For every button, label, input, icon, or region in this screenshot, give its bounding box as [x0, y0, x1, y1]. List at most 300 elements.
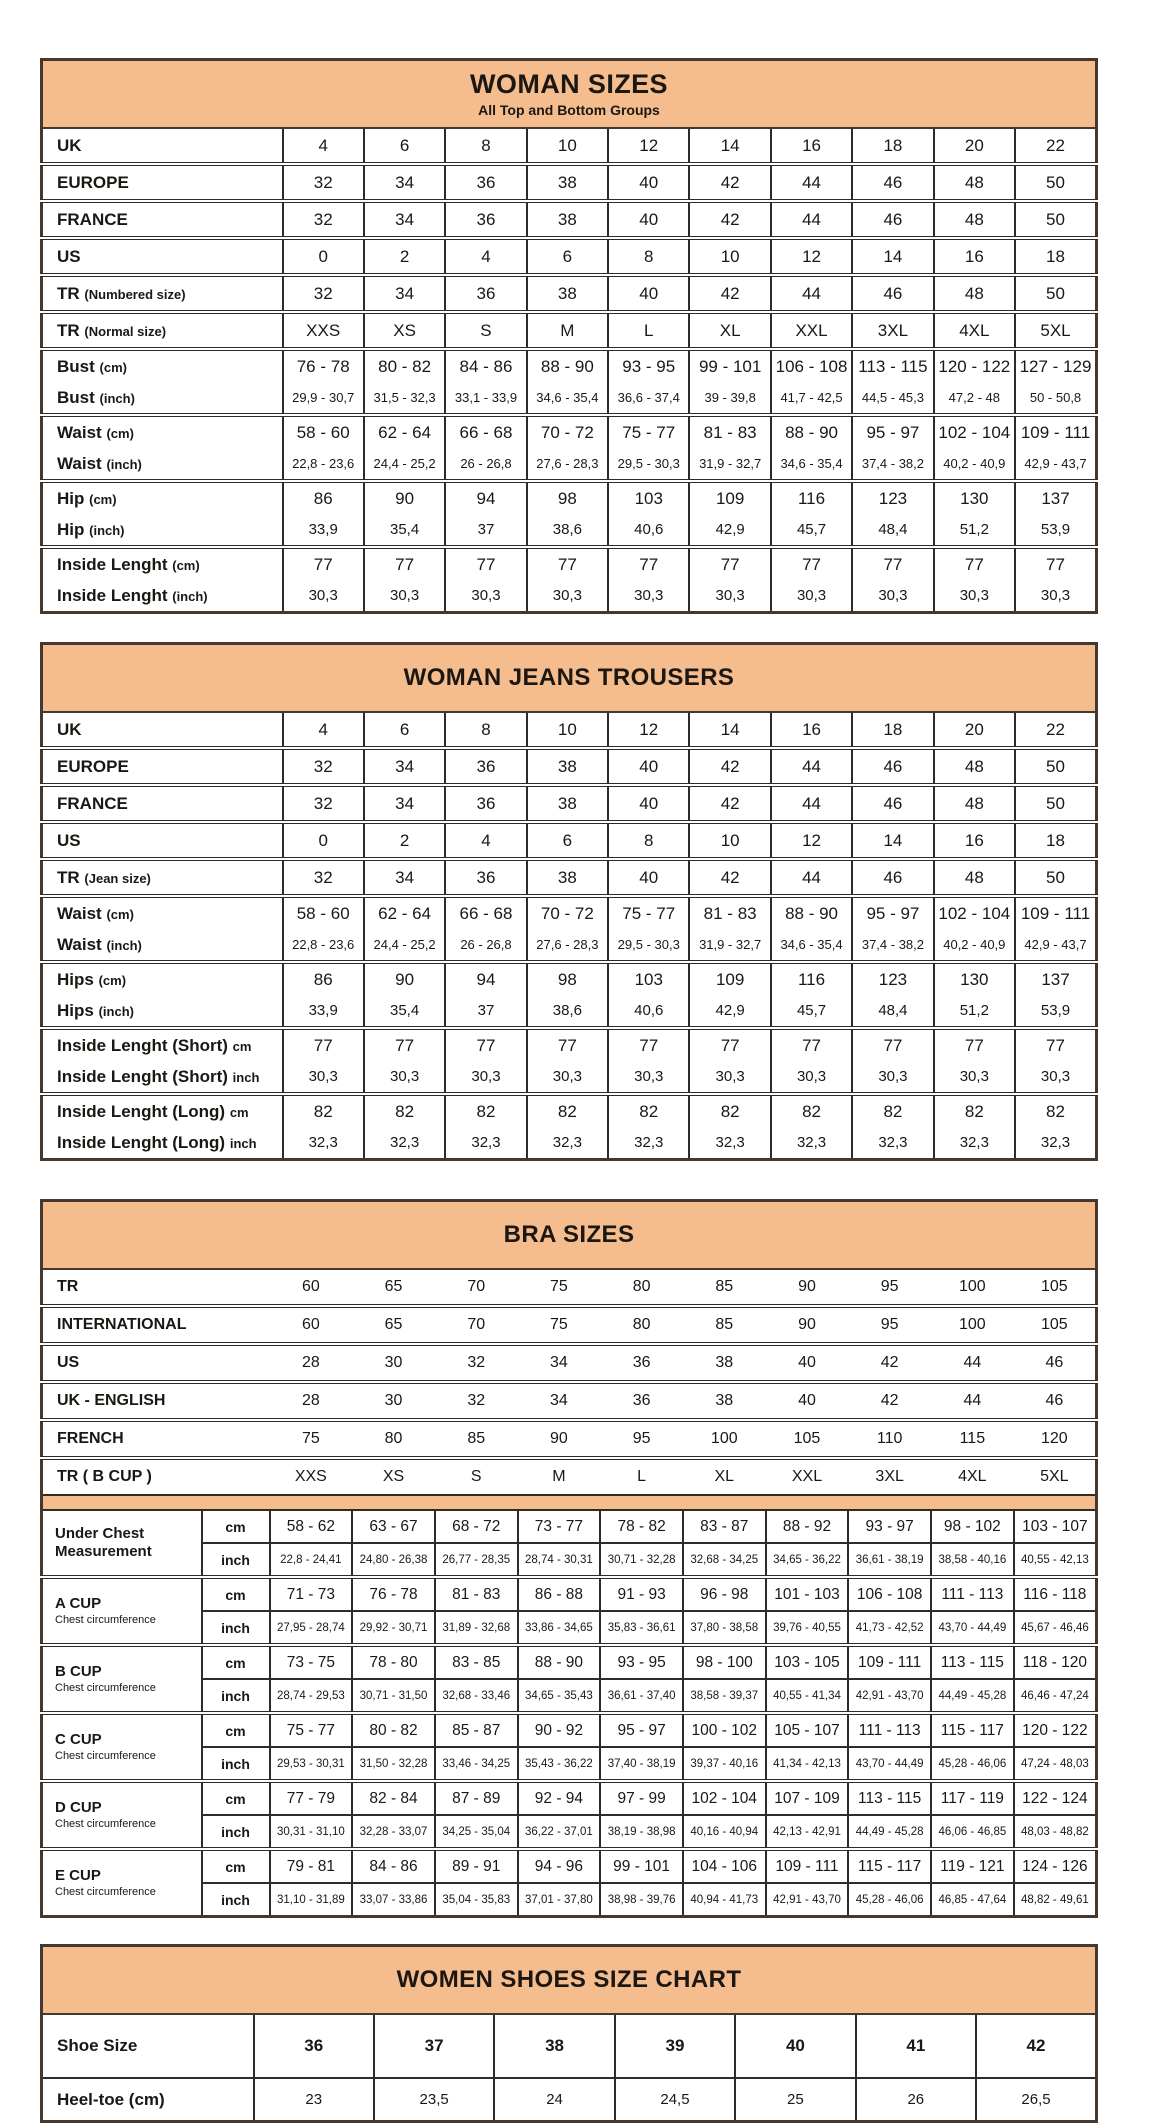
size-cell: 60: [270, 1306, 353, 1344]
size-cell: 77: [689, 1028, 770, 1061]
size-cell: 28,74 - 29,53: [270, 1679, 353, 1713]
size-cell: 53,9: [1015, 995, 1096, 1028]
size-cell: 81 - 83: [689, 415, 770, 448]
size-cell: 93 - 97: [848, 1510, 931, 1543]
size-cell: 75 - 77: [608, 896, 689, 929]
size-cell: 99 - 101: [600, 1849, 683, 1883]
cup-group-name: B CUP: [55, 1662, 102, 1680]
table-row: [42, 1458, 1097, 1495]
size-cell: 14: [852, 238, 933, 275]
size-cell: 116: [771, 481, 852, 514]
size-cell: 100: [931, 1306, 1014, 1344]
size-cell: 28,74 - 30,31: [518, 1543, 601, 1577]
size-cell: 24,5: [615, 2078, 735, 2122]
size-cell: 34: [518, 1344, 601, 1382]
table-header: [42, 1201, 1097, 1270]
row-label: [42, 238, 283, 275]
unit-label-cm: cm: [202, 1849, 270, 1883]
size-cell: 37,80 - 38,58: [683, 1611, 766, 1645]
table-row: [42, 2014, 1097, 2078]
size-cell: 40,6: [608, 514, 689, 547]
size-cell: 77: [364, 1028, 445, 1061]
row-label-note: (inch): [172, 588, 208, 604]
size-cell: 28: [270, 1382, 353, 1420]
cup-group-sublabel: Chest circumference: [55, 1749, 156, 1762]
size-cell: 32,3: [608, 1127, 689, 1160]
size-cell: 90 - 92: [518, 1713, 601, 1747]
size-cell: 42,91 - 43,70: [766, 1883, 849, 1917]
size-cell: 30,3: [608, 580, 689, 613]
table-header: [42, 644, 1097, 713]
size-cell: 31,10 - 31,89: [270, 1883, 353, 1917]
size-cell: 24: [494, 2078, 614, 2122]
size-cell: 6: [364, 712, 445, 748]
size-cell: 109 - 111: [1015, 415, 1096, 448]
row-label-note: (Normal size): [84, 323, 167, 339]
size-cell: 4XL: [934, 312, 1015, 349]
size-cell: 8: [608, 822, 689, 859]
size-cell: XL: [689, 312, 770, 349]
size-cell: 36: [445, 785, 526, 822]
size-cell: 38: [527, 859, 608, 896]
size-cell: 4: [445, 822, 526, 859]
size-cell: 50: [1015, 748, 1096, 785]
row-label-note: cm: [229, 1104, 249, 1120]
size-cell: XS: [364, 312, 445, 349]
size-cell: 32,3: [1015, 1127, 1096, 1160]
size-cell: 34: [364, 201, 445, 238]
size-cell: 34: [364, 859, 445, 896]
table-row: [42, 448, 1097, 481]
size-cell: 65: [384, 1278, 403, 1295]
size-cell: 32: [283, 748, 364, 785]
table-row: [42, 929, 1097, 962]
row-label-main: UK: [57, 719, 82, 739]
size-cell: 66 - 68: [445, 415, 526, 448]
size-cell: 77: [283, 547, 364, 580]
row-label-note: (inch): [106, 456, 142, 472]
size-cell: 30,3: [852, 580, 933, 613]
size-cell: 41: [856, 2014, 976, 2078]
row-label: [42, 785, 283, 822]
table-row: [42, 785, 1097, 822]
size-cell: 82: [364, 1094, 445, 1127]
row-label-main: Waist: [57, 422, 102, 442]
size-cell: 38: [527, 164, 608, 201]
size-cell: 120: [1014, 1420, 1097, 1458]
size-cell: 40,55 - 42,13: [1014, 1543, 1097, 1577]
row-label: [42, 1061, 283, 1094]
size-cell: 36: [445, 201, 526, 238]
row-label-main: UK: [57, 135, 82, 155]
table-row: [42, 712, 1097, 748]
table-row: [42, 748, 1097, 785]
size-cell: 46: [852, 275, 933, 312]
row-label: [42, 896, 283, 929]
row-label-note: (inch): [99, 390, 135, 406]
table-row: [42, 1028, 1097, 1061]
size-cell: 77: [608, 547, 689, 580]
cup-group-name: A CUP: [55, 1594, 102, 1612]
size-cell: 32: [283, 201, 364, 238]
row-label: [42, 748, 283, 785]
size-cell: 94: [445, 481, 526, 514]
size-cell: 6: [527, 822, 608, 859]
cup-group-sublabel: Chest circumference: [55, 1817, 156, 1830]
size-cell: 70: [467, 1278, 486, 1295]
size-cell: 40: [608, 748, 689, 785]
size-cell: 115: [931, 1420, 1014, 1458]
header-row: [42, 60, 1097, 129]
size-cell: 68 - 72: [435, 1510, 518, 1543]
size-cell: 36: [600, 1344, 683, 1382]
size-cell: 130: [934, 962, 1015, 995]
size-cell: 77: [934, 547, 1015, 580]
size-cell: 113 - 115: [931, 1645, 1014, 1679]
size-table-women-shoes: [40, 1944, 1098, 2123]
table-header: [42, 1946, 1097, 2015]
size-cell: 100: [958, 1278, 986, 1295]
size-cell: 45,28 - 46,06: [931, 1747, 1014, 1781]
size-cell: 82: [283, 1094, 364, 1127]
cup-group-sublabel: Chest circumference: [55, 1613, 156, 1626]
unit-label-inch: inch: [202, 1747, 270, 1781]
size-cell: 45,28 - 46,06: [848, 1883, 931, 1917]
size-cell: 42,9 - 43,7: [1015, 929, 1096, 962]
size-cell: 30: [352, 1382, 435, 1420]
row-label-main: Inside Lenght (Short): [57, 1035, 228, 1055]
size-cell: 70: [435, 1306, 518, 1344]
size-cell: 37: [445, 514, 526, 547]
row-label-note: (cm): [99, 359, 127, 375]
size-cell: 16: [934, 822, 1015, 859]
unit-label-cm: cm: [202, 1713, 270, 1747]
row-label: [42, 128, 283, 164]
size-cell: 38: [527, 201, 608, 238]
size-table-woman-sizes: [40, 58, 1098, 614]
size-cell: 8: [445, 128, 526, 164]
size-cell: 106 - 108: [771, 349, 852, 382]
size-cell: 30,71 - 31,50: [352, 1679, 435, 1713]
size-cell: 50: [1015, 201, 1096, 238]
size-cell: 82: [445, 1094, 526, 1127]
size-cell: 22,8 - 23,6: [283, 929, 364, 962]
table-row: [42, 349, 1097, 382]
size-cell: 37: [374, 2014, 494, 2078]
cup-group-label: [42, 1577, 202, 1645]
size-cell: 111 - 113: [931, 1577, 1014, 1611]
size-cell: 92 - 94: [518, 1781, 601, 1815]
size-table-bra-sizes: [40, 1199, 1098, 1918]
size-cell: 24,4 - 25,2: [364, 448, 445, 481]
size-cell: 23: [254, 2078, 374, 2122]
row-label-main: Inside Lenght (Long): [57, 1132, 226, 1152]
size-cell: 40: [608, 859, 689, 896]
cup-group-label: [42, 1781, 202, 1849]
size-cell: L: [600, 1458, 683, 1495]
size-cell: 88 - 90: [518, 1645, 601, 1679]
size-cell: 101 - 103: [766, 1577, 849, 1611]
table-row: [42, 164, 1097, 201]
table-row: [42, 2078, 1097, 2122]
size-cell: 4: [283, 128, 364, 164]
size-cell: 42: [689, 859, 770, 896]
size-cell: 34,65 - 35,43: [518, 1679, 601, 1713]
size-cell: 77: [445, 547, 526, 580]
size-cell: 122 - 124: [1014, 1781, 1097, 1815]
size-cell: 23,5: [374, 2078, 494, 2122]
size-cell: 33,86 - 34,65: [518, 1611, 601, 1645]
size-cell: 116: [771, 962, 852, 995]
size-cell: 71 - 73: [270, 1577, 353, 1611]
size-cell: 48,82 - 49,61: [1014, 1883, 1097, 1917]
size-cell: 39,76 - 40,55: [766, 1611, 849, 1645]
size-cell: 86: [283, 481, 364, 514]
size-cell: 77: [771, 1028, 852, 1061]
size-cell: 50: [1015, 785, 1096, 822]
size-cell: 36: [254, 2014, 374, 2078]
size-cell: S: [445, 312, 526, 349]
size-cell: 100 - 102: [683, 1713, 766, 1747]
size-cell: 70 - 72: [527, 896, 608, 929]
row-label: [42, 275, 283, 312]
size-cell: 44,49 - 45,28: [931, 1679, 1014, 1713]
size-cell: 90: [364, 481, 445, 514]
table-row: [42, 547, 1097, 580]
size-cell: 83 - 87: [683, 1510, 766, 1543]
size-cell: 89 - 91: [435, 1849, 518, 1883]
table-row: [42, 238, 1097, 275]
unit-label-cm: cm: [202, 1781, 270, 1815]
size-cell: 50: [1015, 859, 1096, 896]
row-label-main: Hip: [57, 519, 85, 539]
cup-group-name: C CUP: [55, 1730, 102, 1748]
size-cell: 42: [976, 2014, 1096, 2078]
size-cell: 18: [1015, 822, 1096, 859]
size-cell: 58 - 60: [283, 415, 364, 448]
size-cell: 36: [445, 164, 526, 201]
size-cell: XL: [683, 1458, 766, 1495]
size-cell: 22,8 - 24,41: [270, 1543, 353, 1577]
row-label: Heel-toe (cm): [42, 2078, 254, 2122]
table-row: [42, 822, 1097, 859]
row-label: [42, 448, 283, 481]
size-cell: 85: [435, 1420, 518, 1458]
size-cell: 26,77 - 28,35: [435, 1543, 518, 1577]
row-label: FRENCH: [42, 1420, 270, 1458]
size-cell: 20: [934, 712, 1015, 748]
size-cell: 40: [766, 1382, 849, 1420]
size-cell: 10: [527, 712, 608, 748]
size-cell: 33,46 - 34,25: [435, 1747, 518, 1781]
size-cell: 82 - 84: [352, 1781, 435, 1815]
table-title: WOMAN JEANS TROUSERS: [403, 664, 735, 692]
size-cell: 118 - 120: [1014, 1645, 1097, 1679]
size-cell: 120 - 122: [1014, 1713, 1097, 1747]
size-cell: 103: [608, 481, 689, 514]
size-cell: 113 - 115: [848, 1781, 931, 1815]
size-cell: 40,2 - 40,9: [934, 448, 1015, 481]
separator-bar-cell: [42, 1495, 1097, 1510]
table-row: [42, 415, 1097, 448]
size-cell: 46,46 - 47,24: [1014, 1679, 1097, 1713]
size-cell: 38: [527, 275, 608, 312]
size-cell: 77: [934, 1028, 1015, 1061]
size-cell: 58 - 60: [283, 896, 364, 929]
size-cell: 48,4: [852, 995, 933, 1028]
size-cell: XXS: [270, 1458, 353, 1495]
size-cell: 40,94 - 41,73: [683, 1883, 766, 1917]
size-cell: 30,3: [1015, 1061, 1096, 1094]
table-title: WOMEN SHOES SIZE CHART: [396, 1966, 742, 1994]
size-cell: 29,92 - 30,71: [352, 1611, 435, 1645]
cup-group-name: Under Chest Measurement: [55, 1525, 152, 1560]
size-cell: 32,68 - 34,25: [683, 1543, 766, 1577]
size-cell: 70 - 72: [527, 415, 608, 448]
size-cell: 50: [1015, 164, 1096, 201]
cup-group-label: [42, 1645, 202, 1713]
size-cell: 32: [435, 1344, 518, 1382]
size-cell: 37,4 - 38,2: [852, 929, 933, 962]
size-cell: 36: [600, 1382, 683, 1420]
size-cell: 8: [608, 238, 689, 275]
table-row: [42, 1344, 1097, 1382]
size-cell: 48: [934, 164, 1015, 201]
size-cell: 26,5: [976, 2078, 1096, 2122]
size-cell: 94 - 96: [518, 1849, 601, 1883]
size-cell: 34,25 - 35,04: [435, 1815, 518, 1849]
size-cell: 85: [683, 1306, 766, 1344]
row-label-note: (inch): [89, 522, 125, 538]
table-row: [42, 514, 1097, 547]
size-cell: 31,89 - 32,68: [435, 1611, 518, 1645]
size-cell: 76 - 78: [283, 349, 364, 382]
size-cell: 16: [771, 712, 852, 748]
size-cell: 100: [683, 1420, 766, 1458]
size-cell: 40: [735, 2014, 855, 2078]
size-cell: 90: [766, 1306, 849, 1344]
row-label: [42, 415, 283, 448]
size-cell: 46: [852, 748, 933, 785]
size-cell: 80: [632, 1278, 651, 1295]
size-cell: 18: [852, 128, 933, 164]
size-cell: 30,3: [689, 580, 770, 613]
size-cell: 30: [352, 1344, 435, 1382]
header-row: [42, 644, 1097, 713]
size-cell: 3XL: [852, 312, 933, 349]
size-cell: 34,65 - 36,22: [766, 1543, 849, 1577]
size-cell: 103: [608, 962, 689, 995]
size-cell: 130: [934, 481, 1015, 514]
table-row: [42, 312, 1097, 349]
size-cell: 36: [445, 748, 526, 785]
size-cell: 77: [689, 547, 770, 580]
size-cell: 30,3: [364, 1061, 445, 1094]
table-header: [42, 60, 1097, 129]
size-cell: 0: [283, 238, 364, 275]
row-label-main: FRANCE: [57, 793, 128, 813]
size-cell: 51,2: [934, 514, 1015, 547]
size-cell: 75: [518, 1306, 601, 1344]
size-cell: 33,07 - 33,86: [352, 1883, 435, 1917]
size-cell: 10: [527, 128, 608, 164]
size-cell: 119 - 121: [931, 1849, 1014, 1883]
row-label: [42, 962, 283, 995]
size-cell: 32,3: [527, 1127, 608, 1160]
size-cell: 41,73 - 42,52: [848, 1611, 931, 1645]
row-label: [42, 164, 283, 201]
header-row: [42, 1946, 1097, 2015]
size-cell: 86: [283, 962, 364, 995]
size-cell: 28: [270, 1344, 353, 1382]
cup-group-sublabel: Chest circumference: [55, 1885, 156, 1898]
row-label-note: inch: [232, 1069, 260, 1085]
size-cell: 16: [934, 238, 1015, 275]
size-cell: 31,9 - 32,7: [689, 929, 770, 962]
section-bra-sizes: [40, 1199, 1164, 1918]
size-cell: 85: [715, 1278, 734, 1295]
table-row: [42, 962, 1097, 995]
size-cell: 30,3: [283, 1061, 364, 1094]
row-label-main: Inside Lenght: [57, 554, 168, 574]
size-cell: 95: [848, 1306, 931, 1344]
table-row: [42, 1510, 1097, 1543]
size-cell: 42,9 - 43,7: [1015, 448, 1096, 481]
row-label-main: TR: [57, 320, 80, 340]
size-cell: 51,2: [934, 995, 1015, 1028]
size-cell: 45,67 - 46,46: [1014, 1611, 1097, 1645]
size-cell: 80 - 82: [364, 349, 445, 382]
size-cell: 46: [1014, 1344, 1097, 1382]
size-cell: 36,22 - 37,01: [518, 1815, 601, 1849]
row-label: [42, 712, 283, 748]
row-label-main: Waist: [57, 903, 102, 923]
table-row: [42, 1306, 1097, 1344]
row-label-note: (inch): [106, 937, 142, 953]
size-cell: 77: [283, 1028, 364, 1061]
size-cell: 116 - 118: [1014, 1577, 1097, 1611]
size-cell: 36: [445, 859, 526, 896]
section-women-shoes: [40, 1944, 1164, 2123]
size-cell: 83 - 85: [435, 1645, 518, 1679]
size-cell: 45,7: [771, 514, 852, 547]
size-cell: 14: [852, 822, 933, 859]
row-label-main: Bust: [57, 356, 95, 376]
size-cell: 36,61 - 37,40: [600, 1679, 683, 1713]
row-label-note: (Numbered size): [84, 286, 186, 302]
row-label: Shoe Size: [57, 2036, 138, 2055]
row-label-main: EUROPE: [57, 756, 129, 776]
size-cell: XS: [352, 1458, 435, 1495]
size-cell: 3XL: [848, 1458, 931, 1495]
size-cell: 12: [608, 128, 689, 164]
size-cell: 73 - 77: [518, 1510, 601, 1543]
size-cell: 58 - 62: [270, 1510, 353, 1543]
size-cell: 98 - 100: [683, 1645, 766, 1679]
size-cell: 0: [283, 822, 364, 859]
size-cell: 35,4: [364, 514, 445, 547]
size-cell: 87 - 89: [435, 1781, 518, 1815]
size-cell: 39 - 39,8: [689, 382, 770, 415]
table-row: [42, 995, 1097, 1028]
size-cell: 30,3: [527, 580, 608, 613]
row-label: [42, 481, 283, 514]
size-cell: 93 - 95: [608, 349, 689, 382]
size-cell: 30,3: [608, 1061, 689, 1094]
cup-group-sublabel: Chest circumference: [55, 1681, 156, 1694]
size-cell: 34: [518, 1382, 601, 1420]
size-cell: 30,3: [445, 580, 526, 613]
